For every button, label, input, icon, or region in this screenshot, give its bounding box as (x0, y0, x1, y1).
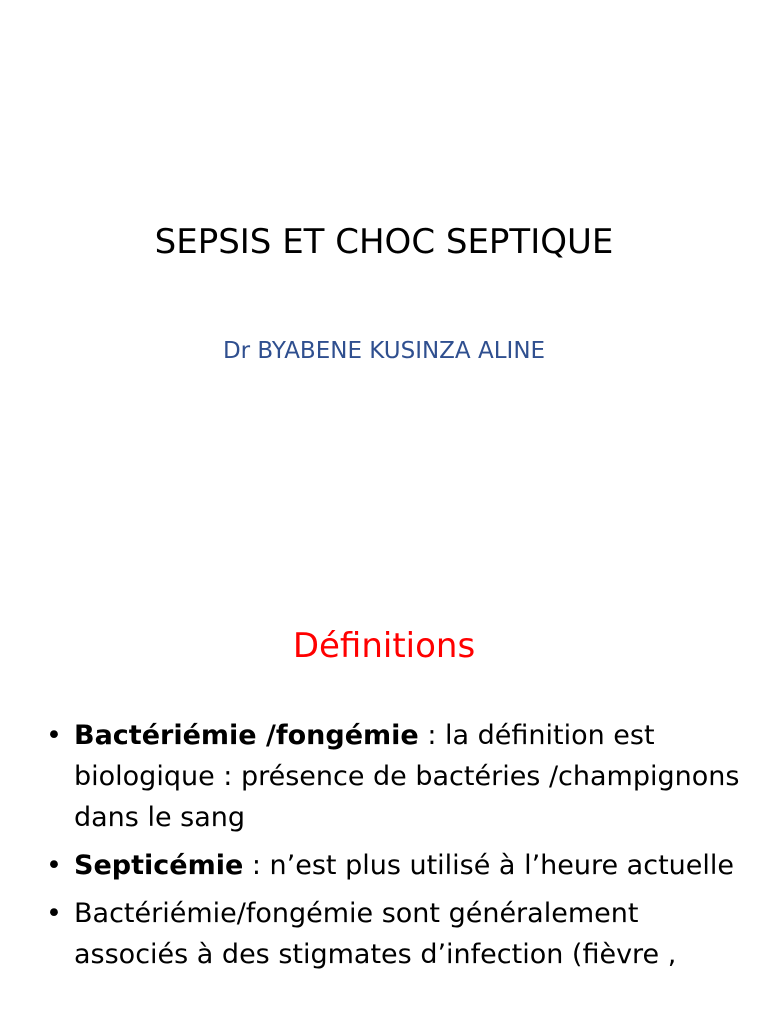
definition-text: Bactériémie/fongémie sont généralement associés à des stigmates d’infection (fièvre , (74, 898, 677, 970)
author-name: Dr BYABENE KUSINZA ALINE (222, 338, 546, 364)
bullet-dot-icon: • (46, 850, 62, 881)
definitions-list (40, 715, 740, 982)
slide-title: SEPSIS ET CHOC SEPTIQUE (154, 222, 614, 262)
definition-term: Bactériémie /fongémie (74, 720, 419, 751)
list-item (40, 893, 740, 975)
definition-text: : la définition est biologique : présence de bactéries /champignons dans le sang (74, 720, 740, 833)
list-item (40, 715, 740, 838)
bullet-dot-icon: • (46, 898, 62, 929)
bullet-dot-icon: • (46, 720, 62, 751)
list-item (40, 845, 740, 886)
definition-term: Septicémie (74, 850, 244, 881)
definition-text: : n’est plus utilisé à l’heure actuelle (243, 850, 734, 881)
section-heading: Définitions (292, 626, 476, 666)
